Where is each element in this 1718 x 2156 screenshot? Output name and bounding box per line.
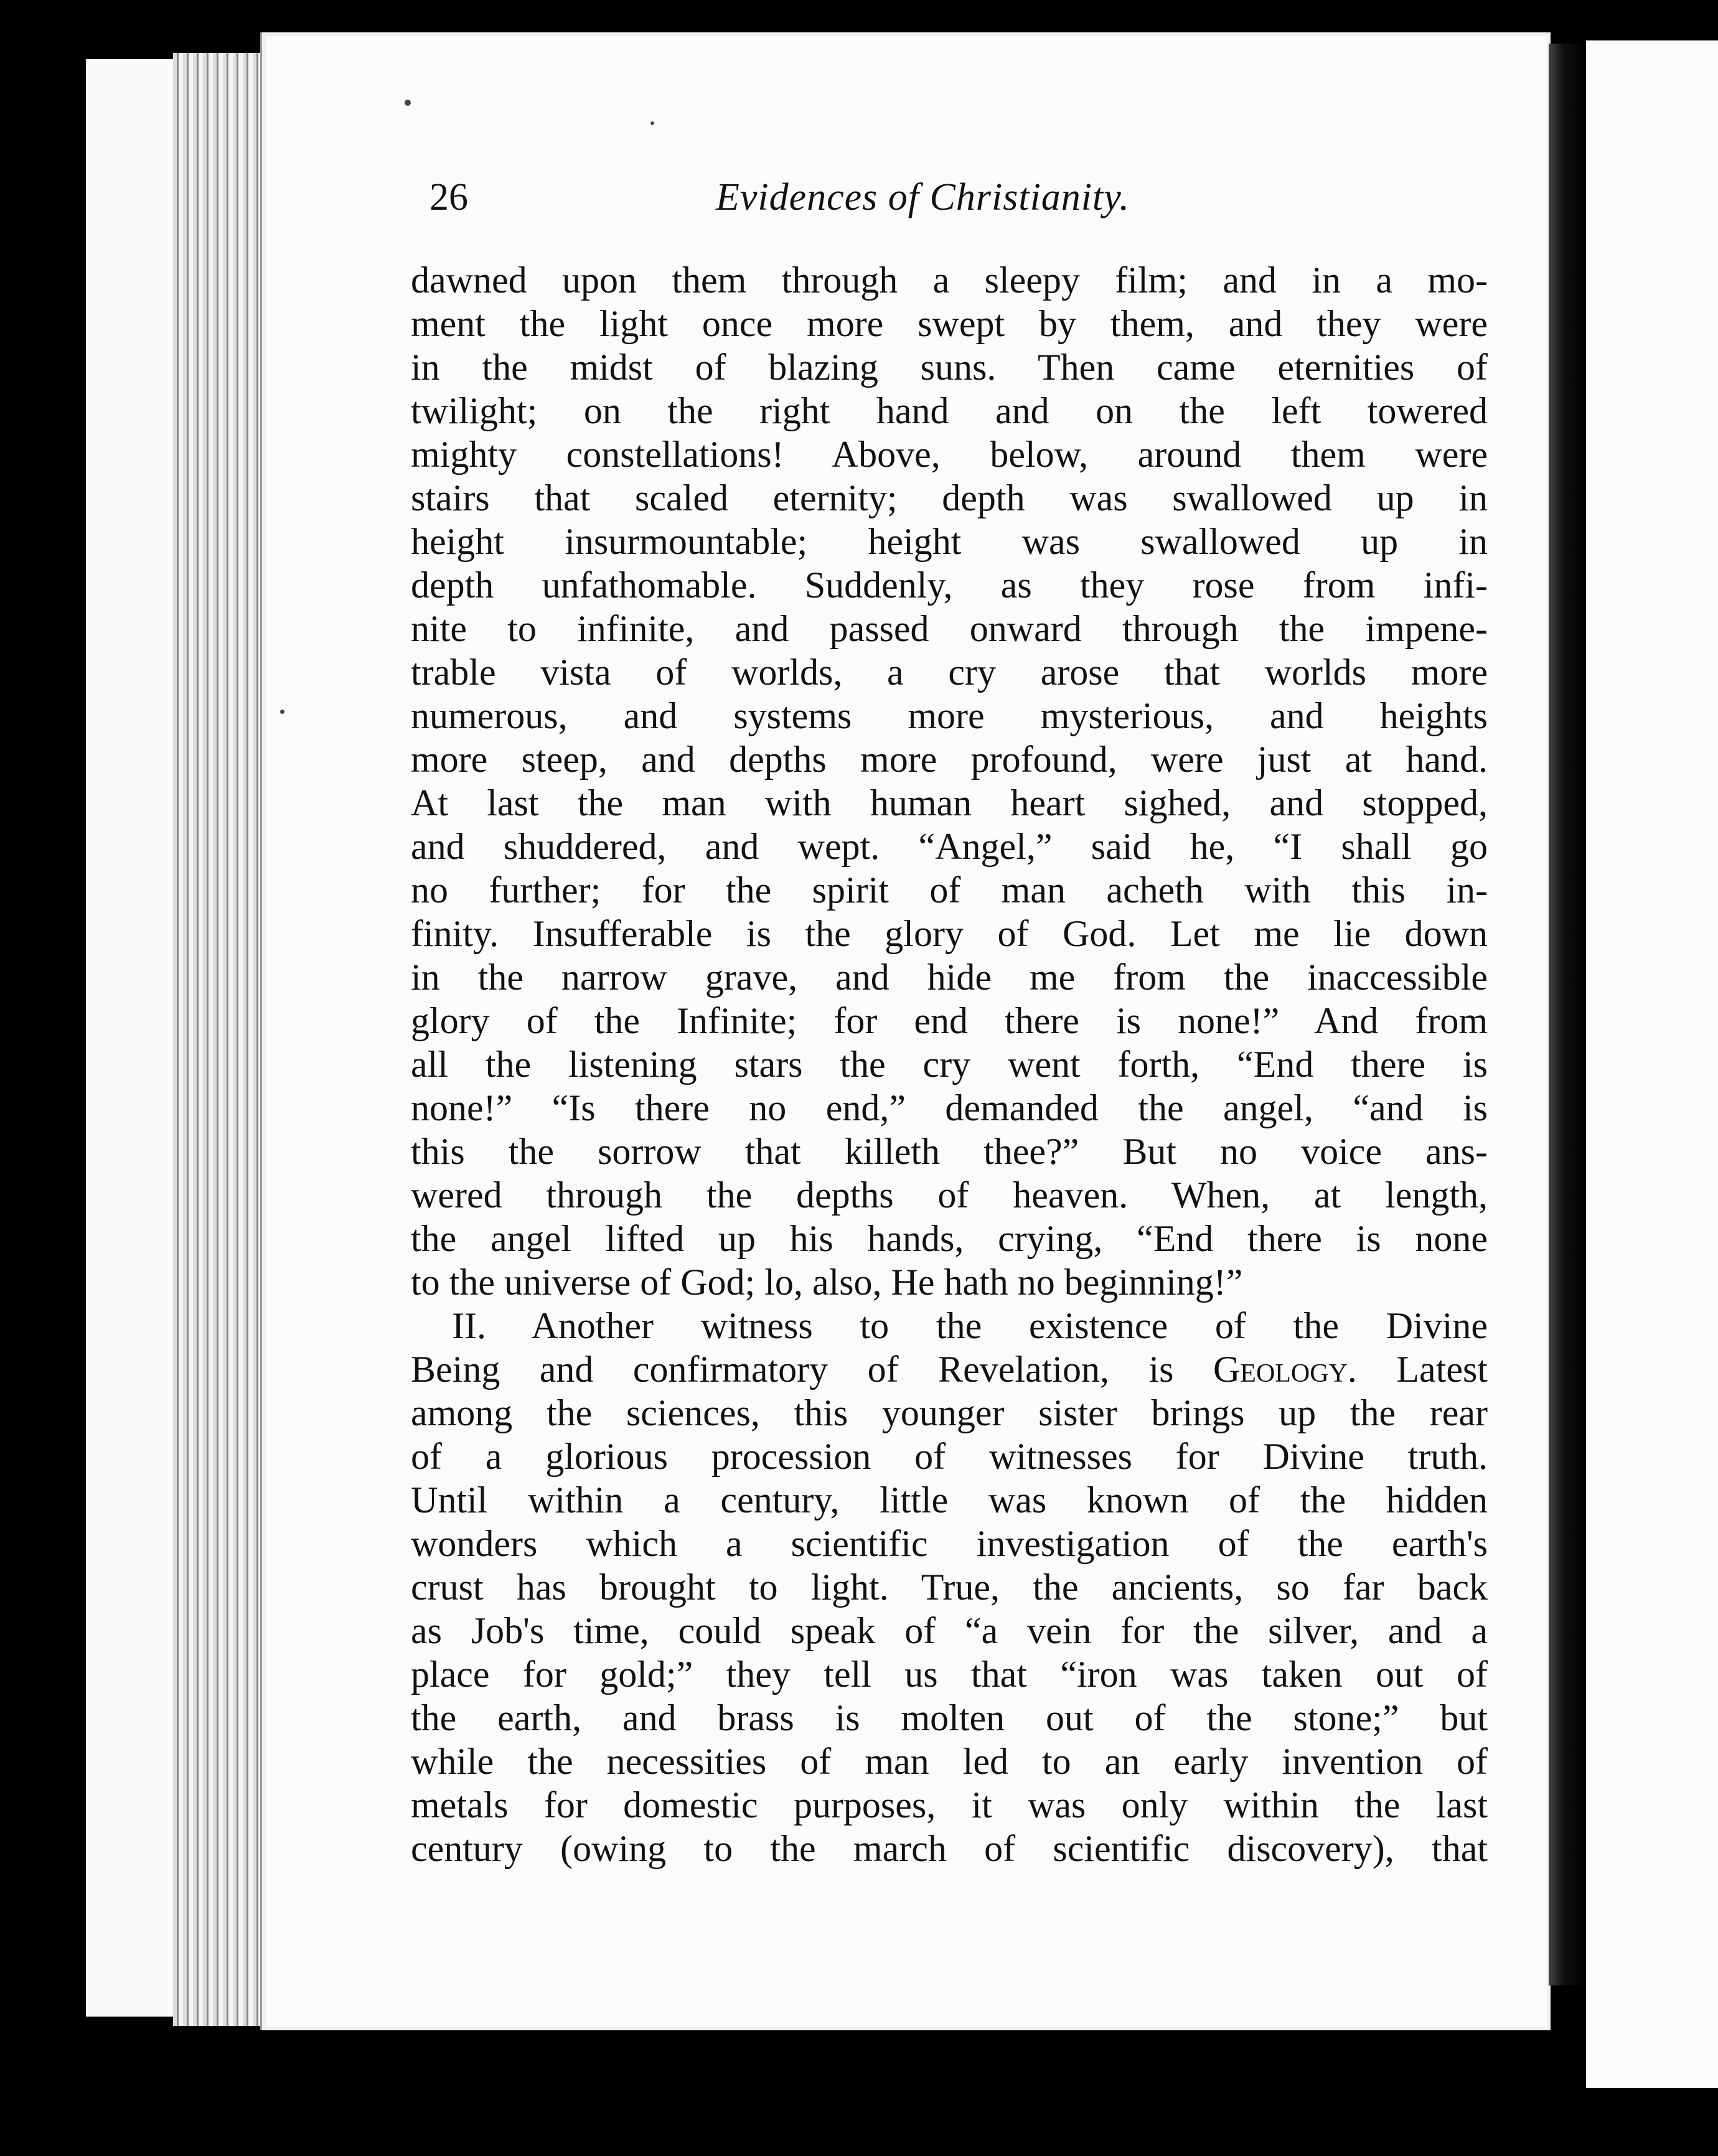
text-line: while the necessities of man led to an early invention of xyxy=(411,1741,1488,1782)
text-line: in the narrow grave, and hide me from the inaccessible xyxy=(411,957,1488,998)
text-line: century (owing to the march of scientific discovery), that xyxy=(411,1828,1488,1869)
right-page-edge xyxy=(1586,40,1718,2088)
text-line: metals for domestic purposes, it was only within the last xyxy=(411,1784,1488,1826)
text-line: mighty constellations! Above, below, around them were xyxy=(411,434,1488,475)
running-title: Evidences of Christianity. xyxy=(716,176,1130,218)
text-line: this the sorrow that killeth thee?” But no voice ans- xyxy=(411,1131,1488,1172)
text-line: wered through the depths of heaven. When, at length, xyxy=(411,1174,1488,1216)
page-edges xyxy=(173,53,260,2026)
section-first-line: II. Another witness to the existence of the Divine xyxy=(452,1305,1488,1346)
text-line: in the midst of blazing suns. Then came eternities of xyxy=(411,347,1488,388)
text-line: crust has brought to light. True, the ancients, so far back xyxy=(411,1567,1488,1608)
text-line: place for gold;” they tell us that “iron was taken out of xyxy=(411,1654,1488,1695)
text-segment: Being and confirmatory of Revelation, is xyxy=(411,1349,1174,1390)
text-line: wonders which a scientific investigation of the earth's xyxy=(411,1523,1488,1564)
text-segment: Latest xyxy=(1396,1349,1488,1390)
page-number: 26 xyxy=(430,176,468,218)
section-keyword-line xyxy=(411,1348,1488,1391)
text-line: finity. Insufferable is the glory of God. Let me lie down xyxy=(411,913,1488,954)
text-line: to the universe of God; lo, also, He hath no beginning!” xyxy=(411,1262,1243,1303)
text-line: the angel lifted up his hands, crying, “End there is none xyxy=(411,1218,1488,1259)
running-head xyxy=(430,176,1239,225)
text-line: and shuddered, and wept. “Angel,” said he, “I shall go xyxy=(411,826,1488,867)
section-keyword: Geology. xyxy=(1213,1349,1357,1390)
scan-speck xyxy=(405,100,411,106)
text-line: all the listening stars the cry went forth, “End there is xyxy=(411,1044,1488,1085)
scan-speck xyxy=(280,710,284,714)
text-line: among the sciences, this younger sister brings up the rear xyxy=(411,1392,1488,1433)
text-line: Until within a century, little was known of the hidden xyxy=(411,1479,1488,1521)
text-line: depth unfathomable. Suddenly, as they rose from infi- xyxy=(411,565,1488,606)
text-line: as Job's time, could speak of “a vein for the silver, and a xyxy=(411,1610,1488,1651)
text-line: dawned upon them through a sleepy film; and in a mo- xyxy=(411,260,1488,301)
text-line: none!” “Is there no end,” demanded the angel, “and is xyxy=(411,1087,1488,1128)
book-gutter-shadow xyxy=(1549,44,1586,1985)
text-line: of a glorious procession of witnesses for Divine truth. xyxy=(411,1436,1488,1477)
text-line: trable vista of worlds, a cry arose that worlds more xyxy=(411,652,1488,693)
text-line: the earth, and brass is molten out of the stone;” but xyxy=(411,1697,1488,1738)
text-line: ment the light once more swept by them, and they were xyxy=(411,303,1488,344)
text-line: more steep, and depths more profound, were just at hand. xyxy=(411,739,1488,780)
text-line: stairs that scaled eternity; depth was swallowed up in xyxy=(411,477,1488,518)
text-line: numerous, and systems more mysterious, and heights xyxy=(411,695,1488,736)
text-line: glory of the Infinite; for end there is none!” And from xyxy=(411,1000,1488,1041)
text-line: At last the man with human heart sighed, and stopped, xyxy=(411,782,1488,823)
text-line: height insurmountable; height was swallowed up in xyxy=(411,521,1488,562)
text-line: twilight; on the right hand and on the left towered xyxy=(411,390,1488,431)
text-line: nite to infinite, and passed onward through the impene- xyxy=(411,608,1488,649)
book-cover-edge xyxy=(86,59,176,2017)
scan-speck xyxy=(650,121,654,125)
text-line: no further; for the spirit of man acheth with this in- xyxy=(411,869,1488,911)
